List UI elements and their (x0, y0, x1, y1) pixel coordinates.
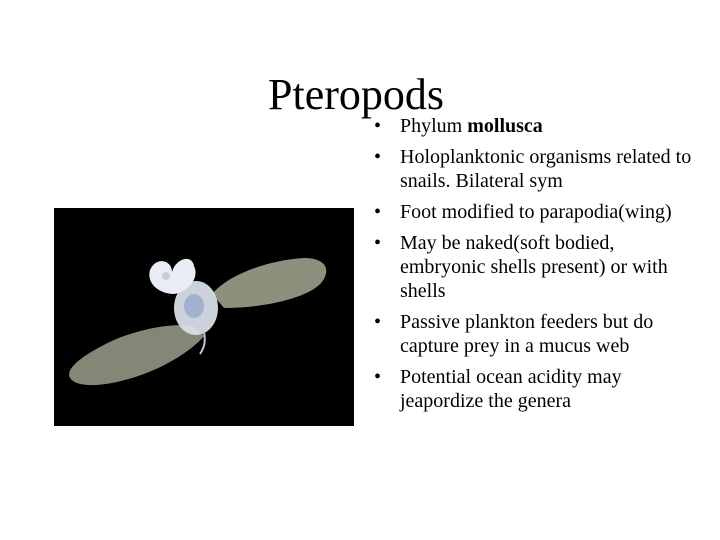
bullet-marker: • (374, 146, 382, 168)
bullet-item (372, 231, 702, 303)
bullet-text: Foot modified to parapodia(wing) (400, 201, 672, 223)
bullet-text: Potential ocean acidity may jeapordize the genera (400, 366, 622, 412)
bullet-item (372, 365, 702, 413)
bullet-item (372, 310, 702, 358)
bullet-marker: • (374, 311, 382, 333)
bullet-text: Phylum (400, 115, 468, 137)
bullet-marker: • (374, 366, 382, 388)
bullet-marker: • (374, 201, 382, 223)
bullet-text: Passive plankton feeders but do capture prey in a mucus web (400, 311, 654, 357)
bullet-list (372, 114, 702, 420)
pteropod-illustration (54, 208, 354, 426)
bullet-item (372, 114, 702, 138)
slide-title: Pteropods (268, 70, 444, 119)
bullet-marker: • (374, 115, 382, 137)
bullet-text: May be naked(soft bodied, embryonic shells present) or with shells (400, 232, 668, 302)
bullet-marker: • (374, 232, 382, 254)
bullet-bold-text: mollusca (467, 115, 543, 137)
bullet-text: Holoplanktonic organisms related to snails. Bilateral sym (400, 146, 692, 192)
pteropod-photo (54, 208, 354, 426)
bullet-item (372, 145, 702, 193)
bullet-item (372, 200, 702, 224)
